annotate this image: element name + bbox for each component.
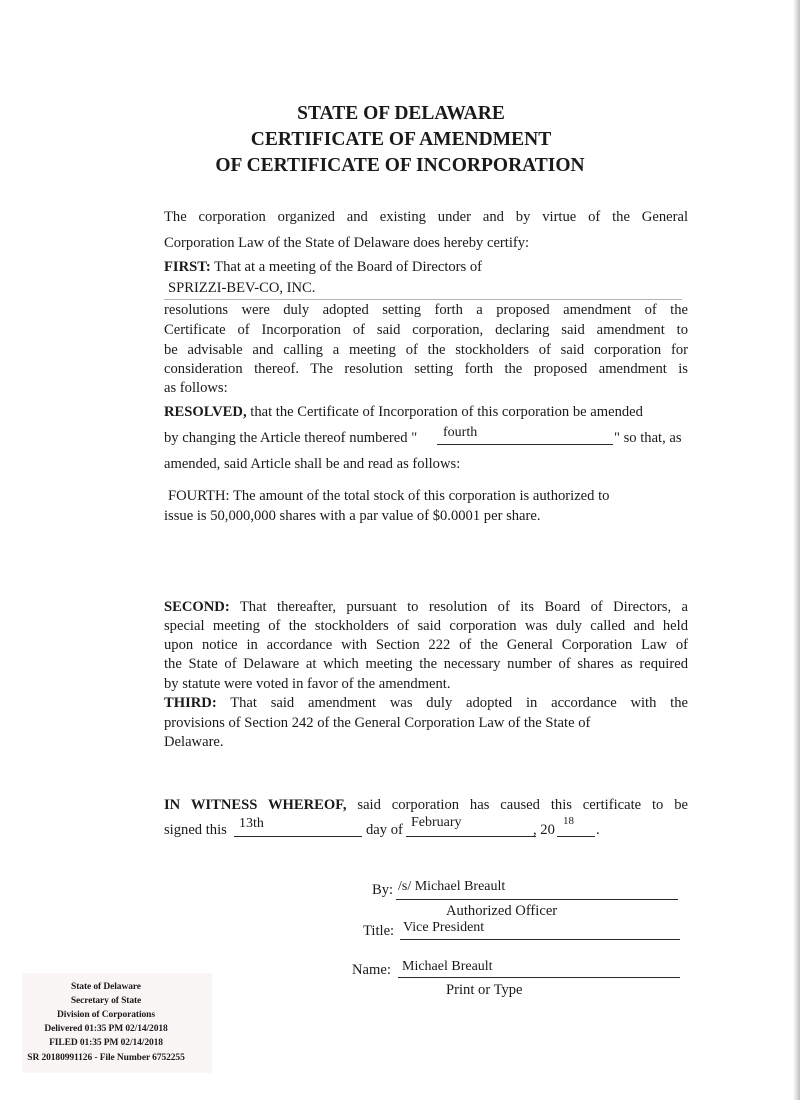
second-line-1 bbox=[164, 599, 688, 616]
amendment-line-1: FOURTH: The amount of the total stock of this corporation is authorized to bbox=[168, 488, 610, 504]
third-label: THIRD: bbox=[164, 695, 217, 711]
signed-month-line bbox=[406, 836, 536, 837]
name-label: Name: bbox=[352, 962, 391, 978]
second-line-3: upon notice in accordance with Section 222 of the General Corporation Law of bbox=[164, 637, 688, 653]
title-line bbox=[400, 939, 680, 940]
second-line-2: special meeting of the stockholders of said corporation was duly called and held bbox=[164, 618, 688, 634]
resolved-text-1: that the Certificate of Incorporation of this corporation be amended bbox=[250, 404, 643, 420]
year-prefix: , 20 bbox=[533, 822, 555, 838]
first-line-4: consideration thereof. The resolution setting forth the proposed amendment is bbox=[164, 361, 688, 377]
second-line-5: by statute were voted in favor of the amendment. bbox=[164, 676, 451, 692]
stamp-line-3: Division of Corporations bbox=[57, 1010, 155, 1020]
witness-line-1 bbox=[164, 797, 688, 814]
authorized-officer-label: Authorized Officer bbox=[446, 903, 558, 919]
witness-period: . bbox=[596, 822, 600, 838]
first-line-1: resolutions were duly adopted setting forth a proposed amendment of the bbox=[164, 302, 688, 318]
stamp-line-6: SR 20180991126 - File Number 6752255 bbox=[27, 1053, 185, 1063]
signature-line bbox=[396, 899, 678, 900]
stamp-line-1: State of Delaware bbox=[71, 982, 141, 992]
first-paragraph-start bbox=[164, 259, 482, 276]
stamp-line-2: Secretary of State bbox=[70, 996, 142, 1006]
second-line-4: the State of Delaware at which meeting the necessary number of shares as required bbox=[164, 656, 688, 672]
witness-text-1: said corporation has caused this certificate to be bbox=[357, 797, 689, 813]
signed-month-value: February bbox=[411, 815, 462, 830]
witness-label: IN WITNESS WHEREOF, bbox=[164, 797, 347, 813]
by-label: By: bbox=[372, 882, 394, 898]
title-value: Vice President bbox=[403, 920, 485, 935]
print-or-type-label: Print or Type bbox=[446, 982, 523, 998]
stamp-line-4: Delivered 01:35 PM 02/14/2018 bbox=[44, 1024, 168, 1034]
signed-this-label: signed this bbox=[164, 822, 227, 838]
signed-day-value: 13th bbox=[239, 816, 264, 831]
signature-value: /s/ Michael Breault bbox=[398, 879, 506, 894]
second-label: SECOND: bbox=[164, 599, 230, 615]
title-line-3: OF CERTIFICATE OF INCORPORATION bbox=[215, 155, 585, 176]
name-line bbox=[398, 977, 680, 978]
second-text-1: That thereafter, pursuant to resolution of its Board of Directors, a bbox=[239, 599, 688, 615]
corporation-name-line bbox=[164, 299, 682, 300]
name-value: Michael Breault bbox=[402, 959, 493, 974]
third-line-1 bbox=[164, 695, 688, 712]
intro-line-2: Corporation Law of the State of Delaware does hereby certify: bbox=[164, 235, 530, 251]
first-label: FIRST: bbox=[164, 259, 211, 275]
first-text: That at a meeting of the Board of Directors of bbox=[214, 259, 483, 275]
third-line-3: Delaware. bbox=[164, 734, 224, 750]
signed-year-line bbox=[557, 836, 595, 837]
title-label: Title: bbox=[363, 923, 395, 939]
stamp-line-5: FILED 01:35 PM 02/14/2018 bbox=[49, 1038, 163, 1048]
resolved-line-1 bbox=[164, 404, 643, 421]
first-line-5: as follows: bbox=[164, 380, 228, 396]
article-number-line bbox=[437, 444, 613, 445]
resolved-text-2-prefix: by changing the Article thereof numbered " bbox=[164, 430, 418, 446]
title-line-1: STATE OF DELAWARE bbox=[297, 103, 505, 124]
resolved-text-2-suffix: " so that, as bbox=[614, 430, 682, 446]
resolved-text-3: amended, said Article shall be and read as follows: bbox=[164, 456, 461, 472]
third-text-1: That said amendment was duly adopted in accordance with the bbox=[230, 695, 689, 711]
first-line-2: Certificate of Incorporation of said corporation, declaring said amendment to bbox=[164, 322, 688, 338]
intro-line-1: The corporation organized and existing under and by virtue of the General bbox=[164, 209, 688, 225]
title-line-2: CERTIFICATE OF AMENDMENT bbox=[250, 129, 552, 150]
day-of-label: day of bbox=[366, 822, 403, 838]
third-line-2: provisions of Section 242 of the General Corporation Law of the State of bbox=[164, 715, 591, 731]
document-title bbox=[0, 101, 800, 179]
amendment-line-2: issue is 50,000,000 shares with a par value of $0.0001 per share. bbox=[164, 508, 541, 524]
article-number-value: fourth bbox=[443, 425, 478, 440]
first-line-3: be advisable and calling a meeting of the stockholders of said corporation for bbox=[164, 342, 688, 358]
signed-day-line bbox=[234, 836, 362, 837]
signed-year-value: 18 bbox=[563, 815, 574, 827]
corporation-name: SPRIZZI-BEV-CO, INC. bbox=[168, 280, 316, 296]
resolved-label: RESOLVED, bbox=[164, 404, 247, 420]
